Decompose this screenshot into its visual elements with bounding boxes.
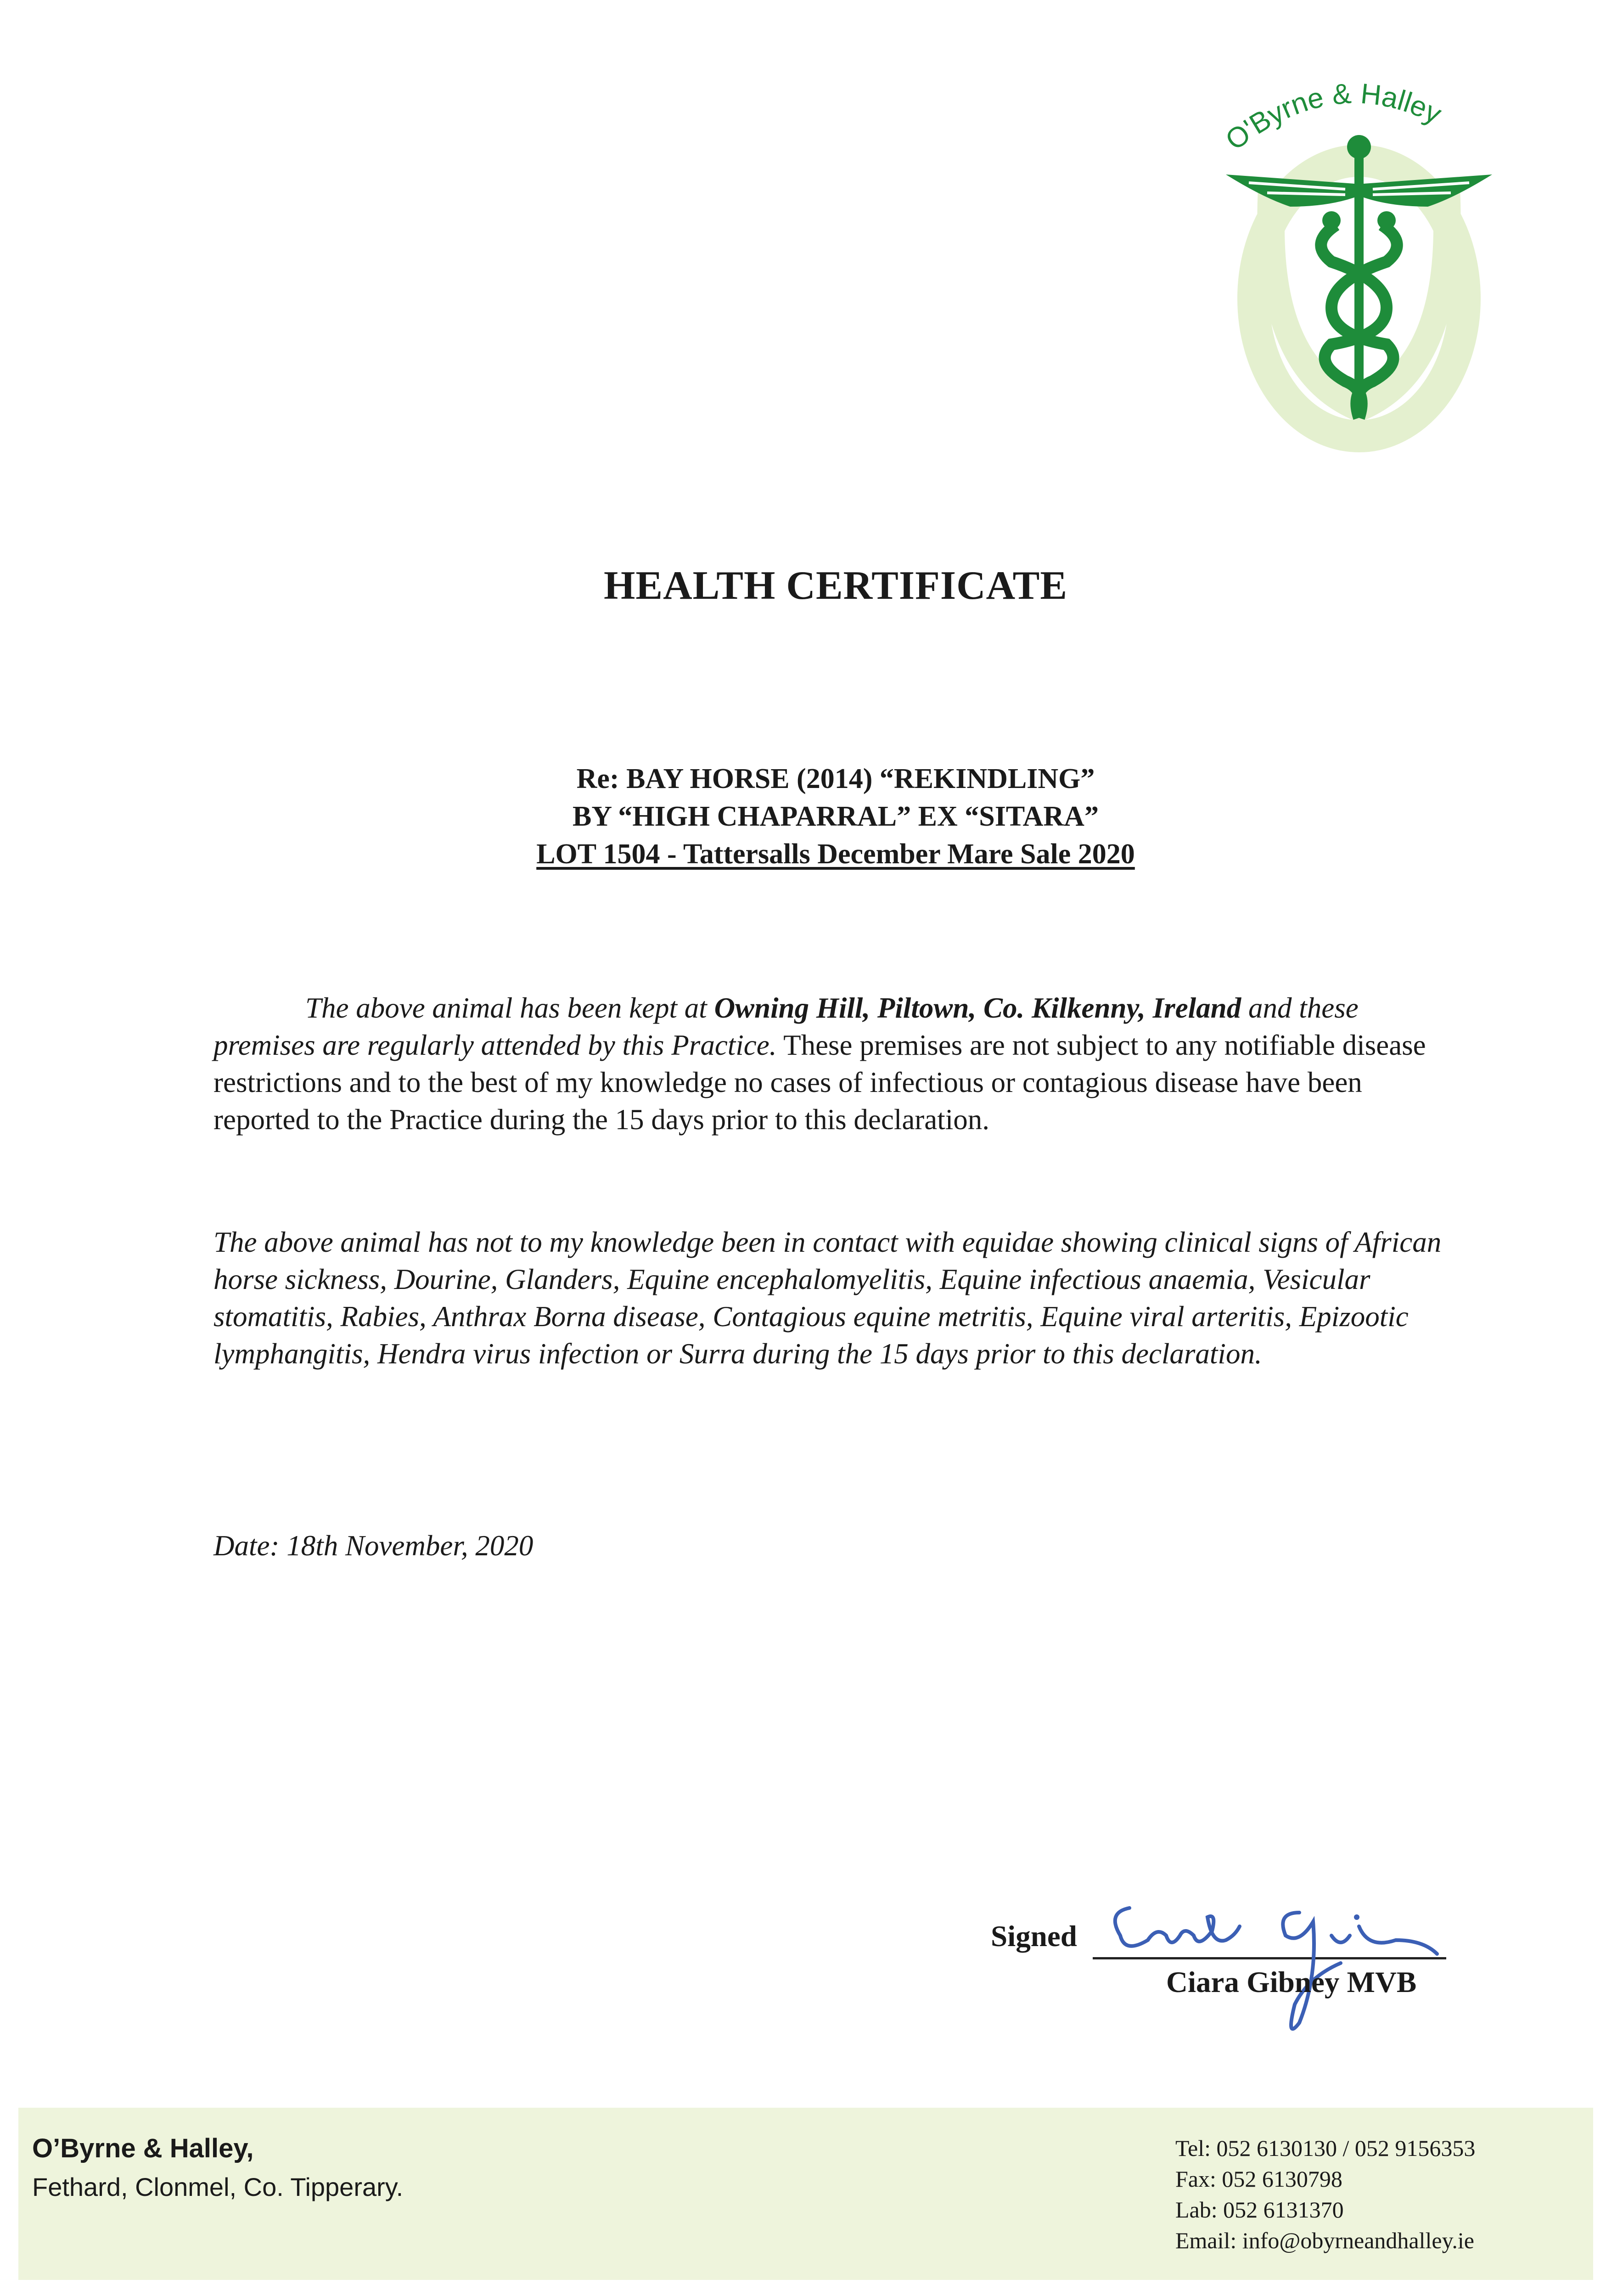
subject-line-lot: LOT 1504 - Tattersalls December Mare Sale 2020: [536, 838, 1135, 870]
signer-name: Ciara Gibney MVB: [1166, 1966, 1417, 1999]
footer-address: Fethard, Clonmel, Co. Tipperary.: [32, 2172, 404, 2201]
p1-attendance: and these premises are regularly attended by this Practice.: [213, 992, 1359, 1061]
handwritten-signature: [1102, 1885, 1451, 2032]
subject-block: [0, 760, 1623, 873]
subject-line-breeding: BY “HIGH CHAPARRAL” EX “SITARA”: [573, 801, 1099, 832]
document-title: HEALTH CERTIFICATE: [603, 563, 1068, 608]
p1-declaration: These premises are not subject to any notifiable disease restrictions and to the best of my knowledge no cases of infectious or contagious disease have been reported to the Practice during the 15 days prior to this declaration.: [213, 1029, 1426, 1136]
caduceus-horseshoe-logo-icon: [1194, 60, 1524, 455]
paragraph-disease-contact: The above animal has not to my knowledge been in contact with equidae showing clinical signs of African horse sickness, Dourine, Glanders, Equine encephalomyelitis, Equine infectious anaemia, Vesicular stomatitis, Rabies, Anthrax Borna disease, Contagious equine metritis, Equine viral arteritis, Epizootic lymphangitis, Hendra virus infection or Surra during the 15 days prior to this declaration.: [213, 1226, 1442, 1370]
signed-label: Signed: [991, 1920, 1077, 1953]
svg-text:O'Byrne & Halley: [1220, 78, 1446, 156]
letterhead-footer: [18, 2108, 1593, 2280]
footer-tel: Tel: 052 6130130 / 052 9156353: [1175, 2135, 1476, 2161]
footer-email: Email: info@obyrneandhalley.ie: [1175, 2228, 1474, 2253]
p1-location: Owning Hill, Piltown, Co. Kilkenny, Ireland: [714, 992, 1241, 1024]
footer-lab: Lab: 052 6131370: [1175, 2197, 1344, 2223]
subject-line-horse: Re: BAY HORSE (2014) “REKINDLING”: [576, 763, 1095, 794]
logo-arc-text: O'Byrne & Halley: [1219, 78, 1447, 157]
footer-practice-name: O’Byrne & Halley,: [32, 2133, 254, 2163]
footer-contacts: [1175, 2133, 1475, 2256]
practice-logo: [1194, 60, 1524, 455]
paragraph-premises: [213, 990, 1462, 1138]
certificate-date: Date: 18th November, 2020: [213, 1530, 534, 1562]
p1-intro: The above animal has been kept at: [305, 992, 714, 1024]
footer-fax: Fax: 052 6130798: [1175, 2166, 1342, 2192]
